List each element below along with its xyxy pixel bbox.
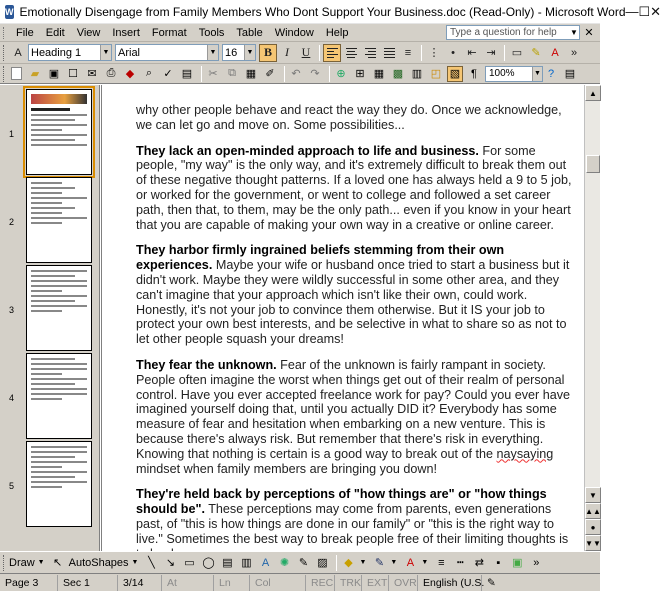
chevron-down-icon[interactable]: ▼: [359, 559, 367, 566]
thumbnail-line: [31, 217, 87, 219]
thumbnail-page-2[interactable]: [0, 177, 100, 265]
research-book-icon[interactable]: ▤: [181, 68, 193, 80]
thumbnail-line: [31, 476, 75, 478]
thumbnail-page-3[interactable]: [0, 265, 100, 353]
numbering-button[interactable]: ⋮: [428, 47, 440, 59]
insert-picture-icon[interactable]: ▨: [317, 557, 328, 569]
fill-color-icon[interactable]: ◆: [344, 557, 353, 569]
redo-icon[interactable]: ↷: [310, 68, 320, 80]
line-spacing-button[interactable]: ≡: [404, 46, 412, 59]
toolbar-separator: [504, 45, 505, 61]
scroll-down-icon[interactable]: ▼: [585, 487, 601, 503]
decrease-indent-button[interactable]: ⇤: [467, 47, 477, 59]
thumbnail-line: [31, 461, 87, 463]
styles-pane-icon[interactable]: A: [14, 46, 22, 59]
thumbnail-line: [31, 124, 87, 126]
text-box-icon[interactable]: ▤: [222, 557, 233, 569]
undo-icon[interactable]: ↶: [291, 68, 301, 80]
title-bar: [0, 0, 661, 24]
select-browse-object-icon[interactable]: ●: [585, 519, 601, 535]
align-right-icon: [365, 48, 376, 58]
toolbar-separator: [319, 45, 320, 61]
minimize-button[interactable]: —: [625, 4, 639, 19]
paragraph-heading: They lack an open-minded approach to life and business.: [136, 143, 479, 158]
format-painter-icon[interactable]: ✐: [265, 68, 275, 80]
thumbnail-line: [31, 134, 87, 136]
thumbnail-line: [31, 388, 87, 390]
research-icon[interactable]: ◆: [125, 68, 135, 80]
menu-format[interactable]: Format: [151, 26, 187, 39]
bullets-button[interactable]: •: [451, 46, 455, 59]
thumbnail-line: [31, 295, 87, 297]
paragraph-text: For some people, "my way" is the only way, and it's extremely difficult to break them out of these negative thought patterns. If a loved one has always held a 9 to 5 job, or worked for the government, or went to college and followed a set career path, then that, to them, may be the only path... even if you know in your heart that you are capable of making your own way in a creative or online career.: [136, 143, 572, 232]
menu-window[interactable]: Window: [274, 26, 314, 39]
chevron-down-icon[interactable]: ▼: [131, 559, 139, 566]
insert-excel-icon[interactable]: ▩: [392, 68, 404, 80]
shadow-style-icon[interactable]: ▪: [496, 556, 501, 569]
thumbnail-line: [31, 300, 75, 302]
menu-grip[interactable]: [3, 27, 6, 39]
thumbnail-page-4[interactable]: [0, 353, 100, 441]
italic-button[interactable]: I: [285, 45, 289, 59]
chevron-down-icon[interactable]: ▼: [570, 28, 578, 37]
thumbnail-line: [31, 119, 75, 121]
clip-art-icon[interactable]: ✎: [298, 557, 309, 569]
status-trk[interactable]: TRK: [335, 575, 362, 591]
justify-icon: [384, 48, 395, 58]
thumbnail-line: [31, 373, 62, 375]
menu-table[interactable]: Table: [236, 26, 263, 39]
underline-button[interactable]: U: [301, 45, 311, 59]
thumbnail-line: [31, 270, 87, 272]
wordart-icon[interactable]: A: [261, 556, 270, 569]
print-preview-icon[interactable]: ⌕: [145, 67, 153, 79]
select-objects-icon[interactable]: ↖: [53, 557, 63, 569]
chevron-down-icon[interactable]: ▼: [100, 45, 111, 60]
zoom-value: 100%: [489, 68, 515, 79]
thumbnail-pane: [0, 85, 100, 551]
line-color-icon[interactable]: ✎: [374, 557, 385, 569]
rectangle-icon[interactable]: ▭: [184, 557, 195, 569]
font-size-value: 16: [225, 46, 238, 59]
scrollbar-thumb[interactable]: [586, 155, 600, 173]
document-body[interactable]: [136, 103, 578, 572]
help-icon[interactable]: ?: [547, 67, 555, 80]
thumbnail-line: [31, 285, 87, 287]
thumbnail-image[interactable]: [26, 441, 92, 527]
toolbar-options-icon[interactable]: »: [570, 46, 578, 59]
window-title: Emotionally Disengage from Family Members Who Dont Support Your Business.doc (Read-Only) - Microsoft Word: [19, 4, 626, 19]
zoom-select[interactable]: [485, 66, 543, 82]
status-page-count: 3/14: [118, 575, 162, 591]
status-page: Page 3: [0, 575, 58, 591]
thumbnail-line: [31, 363, 87, 365]
open-folder-icon[interactable]: ▰: [30, 68, 40, 80]
diagram-icon[interactable]: ✺: [279, 557, 290, 569]
thumbnail-line: [31, 486, 62, 488]
status-ovr[interactable]: OVR: [389, 575, 418, 591]
toolbar-grip[interactable]: [3, 66, 6, 82]
thumbnail-line: [31, 393, 87, 395]
maximize-button[interactable]: ☐: [638, 3, 651, 19]
line-icon[interactable]: ╲: [148, 557, 155, 569]
thumbnail-line: [31, 398, 62, 400]
menu-help[interactable]: Help: [325, 26, 349, 39]
thumbnail-line: [31, 275, 75, 277]
status-language[interactable]: English (U.S.: [418, 575, 482, 591]
ask-question-input[interactable]: [446, 25, 580, 40]
ask-question-placeholder: Type a question for help: [450, 27, 557, 38]
columns-icon[interactable]: ▥: [411, 68, 423, 80]
thumbnail-line: [31, 446, 87, 448]
thumbnail-line: [31, 182, 62, 184]
thumbnail-line: [31, 222, 62, 224]
permission-icon[interactable]: ☐: [68, 68, 78, 80]
scroll-up-icon[interactable]: ▲: [585, 85, 601, 101]
document-close-button[interactable]: ✕: [584, 27, 594, 39]
show-hide-icon[interactable]: ¶: [471, 67, 477, 80]
menu-tools[interactable]: Tools: [198, 26, 225, 39]
3d-style-icon[interactable]: ▣: [512, 557, 523, 569]
thumbnail-line: [31, 383, 75, 385]
thumbnail-number: 5: [9, 481, 15, 491]
align-left-icon: [327, 48, 338, 58]
style-value: Heading 1: [31, 46, 82, 59]
chevron-down-icon[interactable]: ▼: [37, 559, 45, 566]
thumbnail-line: [31, 144, 87, 146]
toolbar-separator: [421, 45, 422, 61]
paragraph-text: These perceptions may come from parents, even generations past, of "this is how things are done in our family" or "this is the right way to live." Sometimes the best way to break people free of their limiting thoughts is: [136, 502, 569, 546]
toolbar-grip[interactable]: [3, 45, 6, 61]
thumbnail-line: [31, 129, 62, 131]
print-icon[interactable]: ⎙: [106, 67, 116, 79]
thumbnail-page-1[interactable]: [0, 89, 100, 177]
menu-bar: [0, 24, 600, 42]
paragraph-heading: They harbor firmly ingrained beliefs stemming from their own experiences.: [136, 243, 505, 273]
thumbnail-line: [31, 197, 87, 199]
thumbnail-page-5[interactable]: [0, 441, 100, 529]
menu-edit[interactable]: Edit: [45, 26, 65, 39]
thumbnail-line: [31, 202, 62, 204]
thumbnail-number: 3: [9, 305, 15, 315]
thumbnail-image[interactable]: [26, 265, 92, 351]
tables-borders-icon[interactable]: ⊞: [355, 68, 365, 80]
thumbnail-line: [31, 305, 87, 307]
thumbnail-line: [31, 192, 62, 194]
paragraph-text: why other people behave and react the way they do. Once we acknowledge, we can let go and move on. Some possibilities...: [136, 103, 562, 132]
thumbnail-line: [31, 368, 87, 370]
align-right-button[interactable]: [361, 44, 379, 62]
thumbnail-line: [31, 466, 62, 468]
insert-table-icon[interactable]: ▦: [373, 68, 385, 80]
previous-page-icon[interactable]: ▲▲: [585, 503, 601, 519]
thumbnail-image[interactable]: [26, 177, 92, 263]
drawing-icon[interactable]: ◰: [430, 68, 442, 80]
chevron-down-icon[interactable]: ▼: [244, 45, 255, 60]
toolbar-separator: [201, 66, 202, 82]
save-icon[interactable]: ▣: [48, 68, 60, 80]
thumbnail-heading: [31, 108, 70, 111]
paragraph-ingrained-beliefs: [136, 243, 578, 347]
document-area[interactable]: [101, 85, 584, 551]
highlight-button[interactable]: ✎: [531, 47, 541, 59]
spelling-status-icon[interactable]: ✎: [487, 576, 496, 589]
thumbnail-line: [31, 207, 75, 209]
paragraph-text: Maybe your wife or husband once tried to start a business but it didn't work. Maybe they were wildly successful in some other area, and they can't imagine that your approach which isn't like their own, could work. Honestly, it's not your job to convince them otherwise. But it IS your job to protect your own best interests, and be selective in what to share so as not to let other people squash your dreams!: [136, 258, 570, 347]
status-at: At: [162, 575, 214, 591]
close-button[interactable]: ✕: [650, 3, 661, 19]
status-column: Col: [250, 575, 306, 591]
draw-menu-button[interactable]: Draw: [9, 556, 35, 569]
cut-icon[interactable]: ✂: [208, 68, 218, 80]
spelling-icon[interactable]: ✓: [163, 68, 173, 80]
thumbnail-number: 2: [9, 217, 15, 227]
menu-file[interactable]: File: [16, 26, 34, 39]
align-left-button[interactable]: [323, 44, 341, 62]
thumbnail-line: [31, 456, 75, 458]
spelling-error-word[interactable]: naysaying: [496, 446, 554, 461]
status-line: Ln: [214, 575, 250, 591]
align-center-icon: [346, 48, 357, 58]
paragraph-heading: They're held back by perceptions of "how things are" or "how things should be".: [136, 487, 547, 517]
justify-button[interactable]: [380, 44, 398, 62]
thumbnail-image[interactable]: [26, 89, 92, 175]
vertical-scrollbar[interactable]: [584, 85, 600, 551]
line-style-icon[interactable]: ≡: [438, 556, 445, 569]
status-ext[interactable]: EXT: [362, 575, 389, 591]
font-color-button[interactable]: A: [551, 46, 559, 59]
font-value: Arial: [118, 46, 141, 59]
thumbnail-line: [31, 378, 87, 380]
formatting-toolbar: [0, 42, 600, 64]
chevron-down-icon[interactable]: ▼: [390, 559, 398, 566]
dash-style-icon[interactable]: ┅: [456, 557, 464, 569]
paragraph-heading: They fear the unknown.: [136, 357, 277, 372]
thumbnail-line: [31, 310, 62, 312]
font-select[interactable]: [115, 44, 219, 61]
paragraph-intro: [136, 103, 578, 133]
menu-insert[interactable]: Insert: [112, 26, 140, 39]
paragraph-open-minded: [136, 144, 578, 233]
copy-icon[interactable]: ⧉: [228, 67, 236, 79]
toolbar-grip[interactable]: [3, 555, 6, 571]
menu-view[interactable]: View: [76, 26, 101, 39]
standard-toolbar: [0, 64, 600, 84]
increase-indent-button[interactable]: ⇥: [486, 47, 496, 59]
status-bar: [0, 573, 600, 591]
hyperlink-icon[interactable]: ⊕: [336, 68, 346, 80]
chevron-down-icon[interactable]: ▼: [207, 45, 218, 60]
status-rec[interactable]: REC: [306, 575, 335, 591]
word-app-icon[interactable]: W: [5, 6, 14, 17]
thumbnail-line: [31, 481, 87, 483]
thumbnail-line: [31, 451, 87, 453]
arrow-icon[interactable]: ↘: [165, 557, 176, 569]
toolbar-options-icon[interactable]: »: [533, 556, 540, 569]
paste-icon[interactable]: ▦: [245, 68, 257, 80]
font-size-select[interactable]: [222, 44, 256, 61]
thumbnail-number: 1: [9, 129, 15, 139]
thumbnail-number: 4: [9, 393, 15, 403]
next-page-icon[interactable]: ▼▼: [585, 535, 601, 551]
border-button[interactable]: ▭: [511, 47, 523, 59]
thumbnail-line: [31, 471, 87, 473]
bold-button[interactable]: B: [259, 44, 277, 62]
autoshapes-menu-button[interactable]: AutoShapes: [68, 556, 129, 569]
new-document-icon[interactable]: [11, 67, 22, 80]
chevron-down-icon[interactable]: ▼: [421, 559, 429, 566]
oval-icon[interactable]: ◯: [202, 557, 215, 569]
thumbnail-line: [31, 280, 87, 282]
read-icon[interactable]: ▤: [564, 68, 576, 80]
thumbnail-banner-image: [31, 94, 87, 104]
drawing-toolbar: [0, 551, 600, 573]
thumbnail-line: [31, 358, 75, 360]
paragraph-fear-unknown: [136, 358, 578, 476]
toolbar-separator: [284, 66, 285, 82]
document-map-icon[interactable]: ▧: [447, 66, 463, 82]
paragraph-text: mindset when family members are bringing you down!: [136, 461, 437, 476]
align-center-button[interactable]: [342, 44, 360, 62]
arrow-style-icon[interactable]: ⇄: [474, 557, 484, 569]
thumbnail-line: [31, 212, 62, 214]
thumbnail-line: [31, 139, 75, 141]
font-color-icon[interactable]: A: [406, 556, 415, 569]
toolbar-separator: [329, 66, 330, 82]
thumbnail-line: [31, 187, 75, 189]
status-section: Sec 1: [58, 575, 118, 591]
thumbnail-line: [31, 114, 87, 116]
thumbnail-line: [31, 290, 62, 292]
style-select[interactable]: [28, 44, 112, 61]
email-icon[interactable]: ✉: [87, 68, 97, 80]
toolbar-separator: [336, 555, 337, 571]
chevron-down-icon[interactable]: ▼: [532, 67, 542, 81]
paragraph-text: Fear of the unknown is fairly rampant in society. People often imagine the worst when things get out of their realm of personal control. Have you ever accepted freelance work for pay? Could you ever have imagined yourself doing that, until you actually DID it? Everybody has some measure of fear and hesitation when embarking on a new venture. This is because there's always risk. But remember that there's risk in everything. Knowing that nothing is certain is a good way to break out of the: [136, 357, 571, 461]
vertical-text-box-icon[interactable]: ▥: [241, 557, 252, 569]
thumbnail-image[interactable]: [26, 353, 92, 439]
